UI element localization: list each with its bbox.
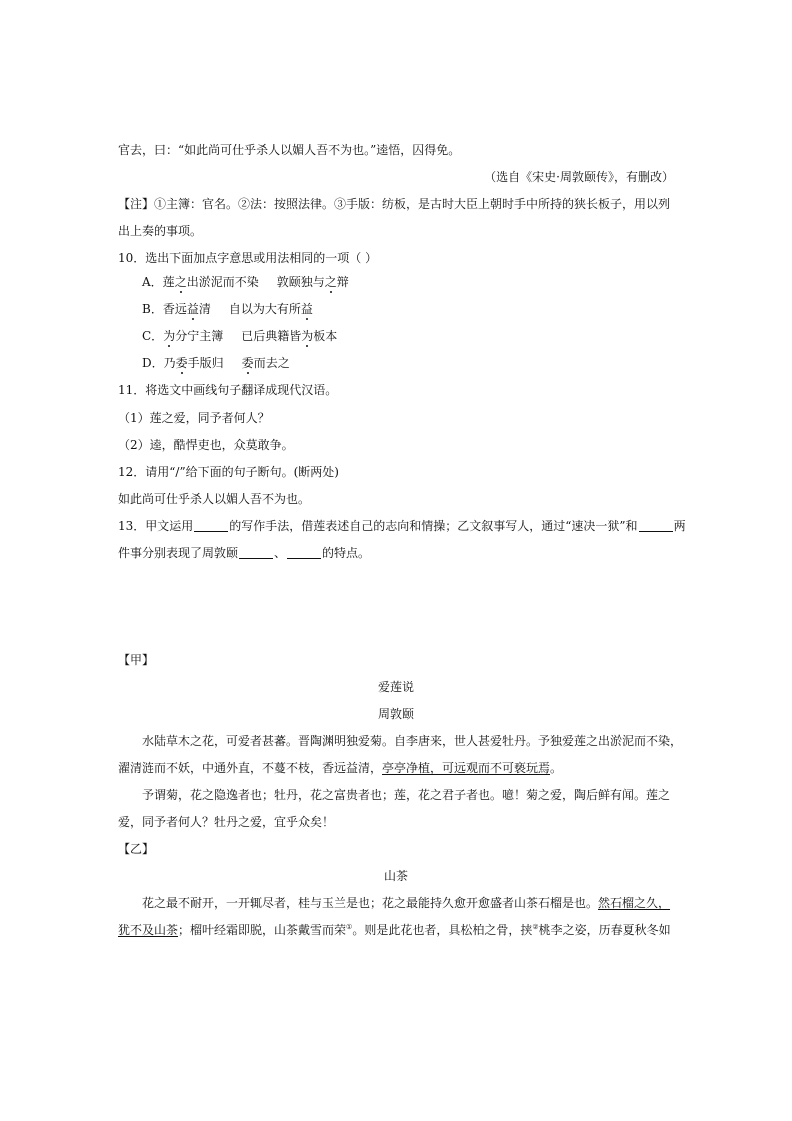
q13-line-1: 13．甲文运用 的写作手法，借莲表述自己的志向和情操；乙文叙事写人，通过“速决一狱”和 两 [118, 519, 686, 533]
passage-closing-line: 官去，曰：“如此尚可仕乎杀人以媚人吾不为也。”逵悟，囚得免。 [118, 143, 461, 157]
emphasis-dot-char: 益 [186, 302, 199, 316]
jia-author: 周敦颐 [377, 707, 414, 721]
q10-option-b: B．香远益清 自以为大有所益 [142, 302, 313, 316]
q11-item-2: （2）逵，酷悍吏也，众莫敢争。 [118, 438, 294, 452]
q13-line-2: 件事分别表现了周敦颐 、 的特点。 [118, 546, 371, 560]
emphasis-dot-char: 之 [324, 275, 337, 289]
yi-p1-line-1: 花之最不耐开，一开辄尽者，桂与玉兰是也；花之最能持久愈开愈盛者山茶石榴是也。然石榴之久， [142, 896, 671, 910]
q10-option-a: A．莲之出淤泥而不染 敦颐独与之辩 [142, 275, 349, 289]
emphasis-dot-char: 益 [300, 302, 313, 316]
answer-blank[interactable] [239, 546, 273, 559]
emphasis-dot-char: 委 [175, 356, 188, 370]
jia-label: 【甲】 [118, 653, 155, 667]
q10-stem: 10．选出下面加点字意思或用法相同的一项（ ） [118, 251, 378, 265]
jia-p2-line-2: 爱，同予者何人？牡丹之爱，宜乎众矣！ [118, 815, 335, 829]
underlined-sentence: 亭亭净植，可远观而不可亵玩焉 [382, 761, 551, 775]
yi-label: 【乙】 [118, 842, 155, 856]
emphasis-dot-char: 之 [174, 275, 187, 289]
note-line-1: 【注】①主簿：官名。②法：按照法律。③手版：纺板，是古时大臣上朝时手中所持的狭长板子，用以列 [118, 197, 671, 211]
note-line-2: 出上奏的事项。 [118, 224, 203, 238]
footnote-marker: ② [532, 923, 539, 931]
yi-p1-line-2: 犹不及山茶；榴叶经霜即脱，山茶戴雪而荣①。则是此花也者，具松柏之骨，挟②桃李之姿，历春夏秋冬如 [118, 923, 671, 937]
jia-p1-line-2: 濯清涟而不妖，中通外直，不蔓不枝，香远益清，亭亭净植，可远观而不可亵玩焉。 [118, 761, 563, 775]
answer-blank[interactable] [639, 519, 673, 532]
answer-blank[interactable] [287, 546, 321, 559]
passage-source: （选自《宋史·周敦颐传》，有删改） [484, 170, 674, 184]
q12-stem: 12．请用“/”给下面的句子断句。(断两处) [118, 465, 339, 479]
jia-title: 爱莲说 [377, 680, 414, 694]
jia-p2-line-1: 予谓菊，花之隐逸者也；牡丹，花之富贵者也；莲，花之君子者也。噫！菊之爱，陶后鲜有闻。莲之 [142, 788, 671, 802]
underlined-sentence: 然石榴之久， [598, 896, 671, 910]
q11-stem: 11．将选文中画线句子翻译成现代汉语。 [118, 383, 338, 397]
yi-title: 山茶 [383, 869, 408, 883]
q10-option-c: C．为分宁主簿 已后典籍皆为板本 [142, 329, 338, 343]
jia-p1-line-1: 水陆草木之花，可爱者甚蕃。晋陶渊明独爱菊。自李唐来，世人甚爱牡丹。予独爱莲之出淤泥而不染， [142, 734, 683, 748]
footnote-marker: ① [346, 923, 353, 931]
underlined-sentence: 犹不及山茶 [118, 923, 179, 937]
emphasis-dot-char: 为 [301, 329, 314, 343]
q12-text: 如此尚可仕乎杀人以媚人吾不为也。 [118, 492, 311, 506]
q10-option-d: D．乃委手版归 委而去之 [142, 356, 290, 370]
answer-blank[interactable] [194, 519, 228, 532]
emphasis-dot-char: 委 [241, 356, 254, 370]
q11-item-1: （1）莲之爱，同予者何人？ [118, 411, 270, 425]
emphasis-dot-char: 为 [163, 329, 176, 343]
